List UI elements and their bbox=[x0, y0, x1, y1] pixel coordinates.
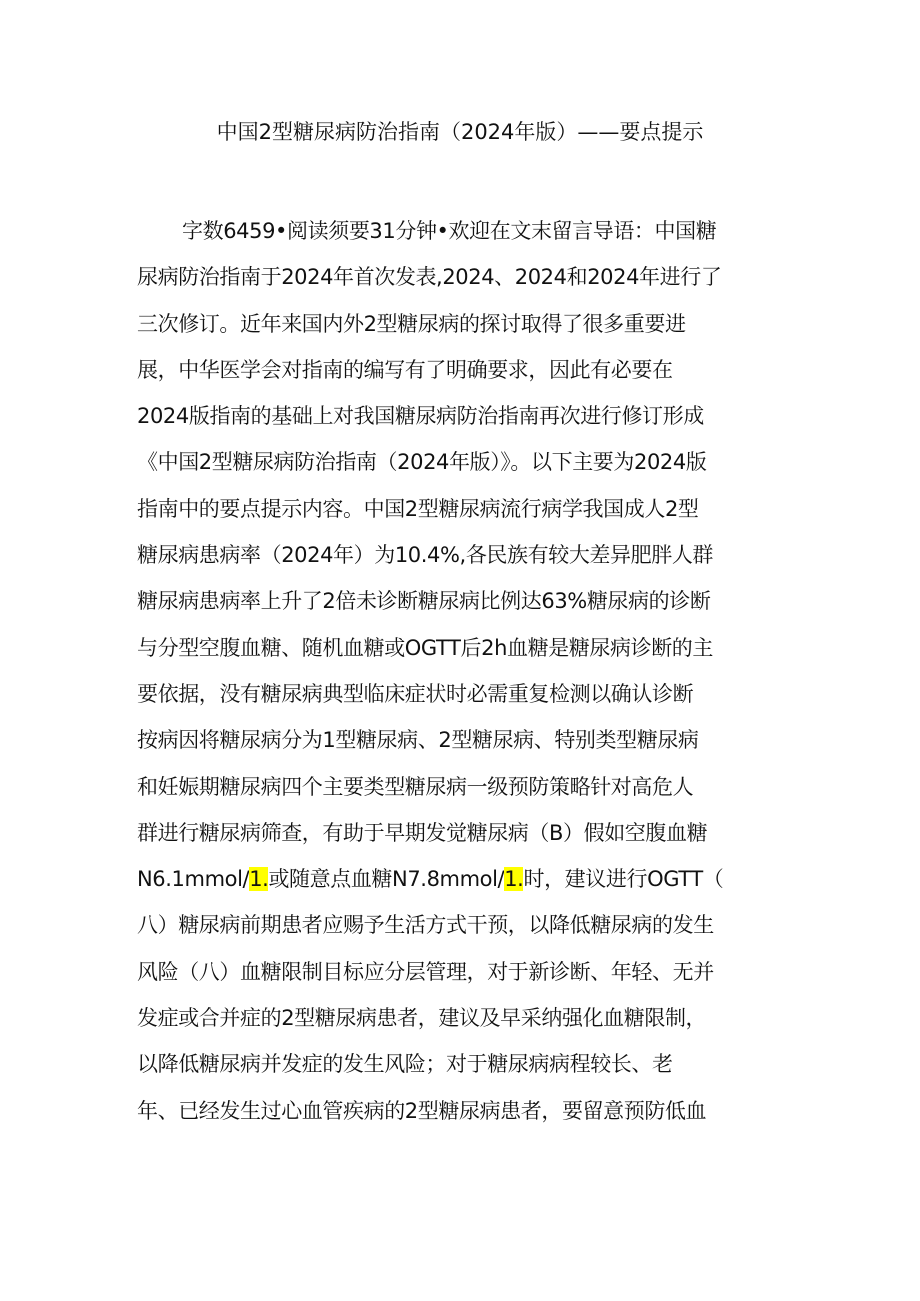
body-line: 与分型空腹血糖、随机血糖或OGTT后2h血糖是糖尿病诊断的主 bbox=[137, 635, 714, 660]
body-line: 发症或合并症的2型糖尿病患者，建议及早采纳强化血糖限制， bbox=[137, 1006, 707, 1031]
document-title: 中国2型糖尿病防治指南（2024年版）——要点提示 bbox=[216, 120, 704, 144]
body-line: 三次修订。近年来国内外2型糖尿病的探讨取得了很多重要进 bbox=[137, 311, 686, 336]
highlight-mark: 1. bbox=[249, 867, 269, 892]
body-line: 《中国2型糖尿病防治指南（2024年版）》。以下主要为2024版 bbox=[137, 450, 707, 475]
body-line: 群进行糖尿病筛查，有助于早期发觉糖尿病（B）假如空腹血糖 bbox=[137, 820, 708, 845]
body-line: 按病因将糖尿病分为1型糖尿病、2型糖尿病、特别类型糖尿病 bbox=[137, 728, 699, 753]
body-line: 要依据，没有糖尿病典型临床症状时必需重复检测以确认诊断 bbox=[137, 681, 694, 706]
body-line: 展，中华医学会对指南的编写有了明确要求，因此有必要在 bbox=[137, 357, 673, 382]
body-text-segment: N6.1mmol/ bbox=[137, 867, 250, 892]
body-line: 八）糖尿病前期患者应赐予生活方式干预，以降低糖尿病的发生 bbox=[137, 913, 714, 938]
body-line: 以降低糖尿病并发症的发生风险；对于糖尿病病程较长、老 bbox=[137, 1052, 673, 1077]
body-line: 糖尿病患病率（2024年）为10.4%,各民族有较大差异肥胖人群 bbox=[137, 543, 714, 568]
body-line: 字数6459•阅读须要31分钟•欢迎在文末留言导语：中国糖 bbox=[182, 219, 717, 243]
body-line: 2024版指南的基础上对我国糖尿病防治指南再次进行修订形成 bbox=[137, 404, 704, 429]
body-line: 指南中的要点提示内容。中国2型糖尿病流行病学我国成人2型 bbox=[137, 496, 699, 521]
body-line: 年、已经发生过心血管疾病的2型糖尿病患者，要留意预防低血 bbox=[137, 1098, 707, 1123]
body-line: 风险（八）血糖限制目标应分层管理，对于新诊断、年轻、无并 bbox=[137, 959, 714, 984]
body-line: 尿病防治指南于2024年首次发表,2024、2024和2024年进行了 bbox=[137, 265, 722, 290]
body-text-segment: 或随意点血糖N7.8mmol/ bbox=[268, 867, 505, 892]
document-body bbox=[137, 208, 797, 1134]
body-line: 糖尿病患病率上升了2倍未诊断糖尿病比例达63%糖尿病的诊断 bbox=[137, 589, 711, 614]
body-line: 和妊娠期糖尿病四个主要类型糖尿病一级预防策略针对高危人 bbox=[137, 774, 694, 799]
body-text-segment: 时，建议进行OGTT（ bbox=[523, 867, 724, 892]
body-line-highlighted bbox=[137, 856, 797, 902]
highlight-mark: 1. bbox=[504, 867, 524, 892]
